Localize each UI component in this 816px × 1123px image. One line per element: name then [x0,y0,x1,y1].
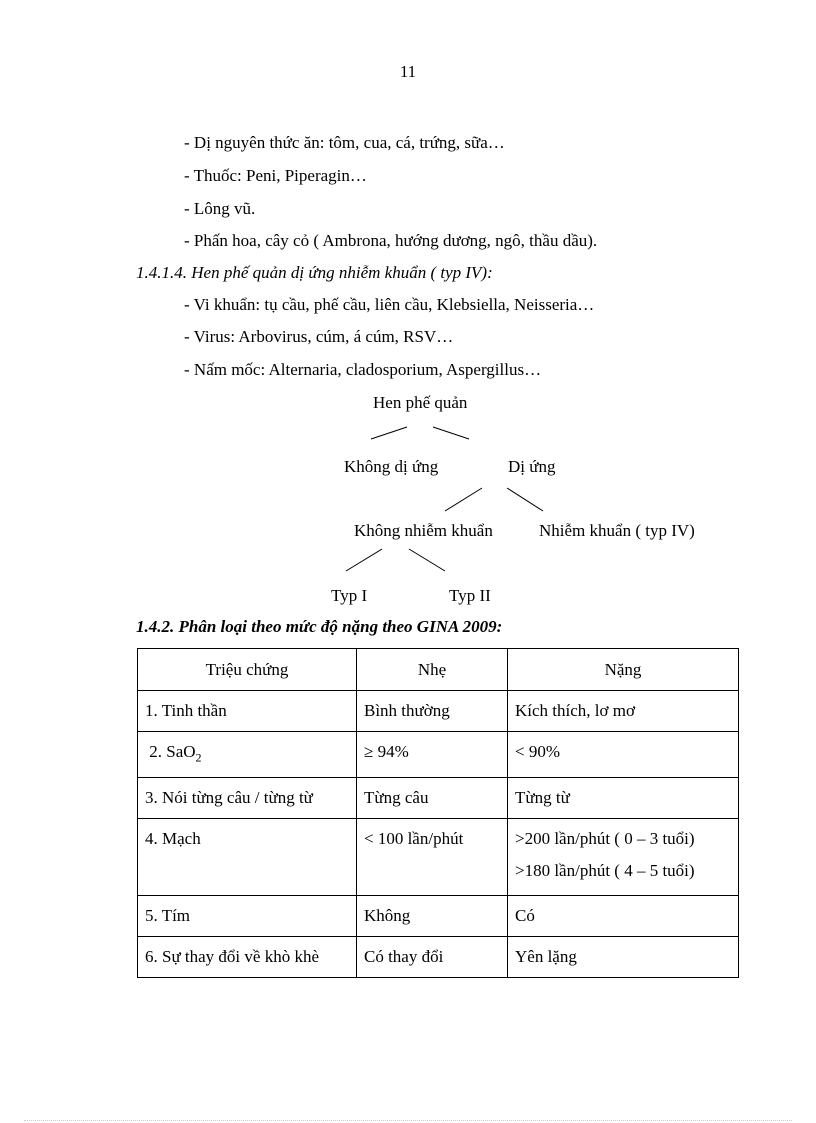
row-symptom: 6. Sự thay đổi về khò khè [138,937,357,978]
allergen-drug: - Thuốc: Peni, Piperagin… [184,166,367,185]
allergen-food: - Dị nguyên thức ăn: tôm, cua, cá, trứng, sữa… [184,133,505,152]
row-severe [508,819,739,896]
row-mild: ≥ 94% [357,732,508,778]
section-title: 1.4.2. Phân loại theo mức độ nặng theo GINA 2009: [136,617,503,636]
tree-non-infectious: Không nhiễm khuẩn [354,521,493,540]
tree-type-2: Typ II [449,586,491,605]
page-number: 11 [399,62,417,81]
header-mild: Nhẹ [357,649,508,691]
severe-line-2: >180 lần/phút ( 4 – 5 tuổi) [515,861,695,881]
subsection-title: 1.4.1.4. Hen phế quản dị ứng nhiễm khuẩn ( typ IV): [136,263,493,282]
tree-line-root-right [433,427,469,439]
infectious-virus: - Virus: Arbovirus, cúm, á cúm, RSV… [184,327,454,346]
row-mild: Không [357,896,508,937]
tree-type-1: Typ I [331,586,368,605]
row-severe: Yên lặng [508,937,739,978]
tree-infectious: Nhiễm khuẩn ( typ IV) [539,521,695,540]
page-bottom-divider [24,1120,792,1121]
row-mild: Từng câu [357,778,508,819]
table-row [138,896,739,937]
allergen-pollen: - Phấn hoa, cây cỏ ( Ambrona, hướng dương, ngô, thầu dầu). [184,231,598,250]
row-symptom: 3. Nói từng câu / từng từ [138,778,357,819]
tree-non-allergic: Không dị ứng [344,457,439,476]
tree-line-noninf-right [409,549,445,571]
table-header-row [138,649,739,691]
header-symptom: Triệu chứng [138,649,357,691]
row-symptom: 1. Tinh thần [138,691,357,732]
row-severe: Kích thích, lơ mơ [508,691,739,732]
infectious-fungi: - Nấm mốc: Alternaria, cladosporium, Aspergillus… [184,360,542,379]
row-severe: Từng từ [508,778,739,819]
tree-line-noninf-left [346,549,382,571]
table-row [138,691,739,732]
tree-line-allergic-left [445,488,482,511]
row-mild: Có thay đổi [357,937,508,978]
table-row [138,778,739,819]
symptom-text: 2. SaO [149,742,196,761]
row-symptom: 4. Mạch [138,819,357,896]
row-symptom: 5. Tím [138,896,357,937]
allergen-feather: - Lông vũ. [184,199,256,218]
table-row [138,819,739,896]
tree-line-root-left [371,427,407,439]
row-mild: < 100 lần/phút [357,819,508,896]
row-mild: Bình thường [357,691,508,732]
table-row [138,732,739,778]
table-row [138,937,739,978]
severe-line-1: >200 lần/phút ( 0 – 3 tuổi) [515,829,695,849]
tree-line-allergic-right [507,488,543,511]
row-severe: < 90% [508,732,739,778]
infectious-bacteria: - Vi khuẩn: tụ cầu, phế cầu, liên cầu, Klebsiella, Neisseria… [184,295,595,314]
tree-allergic: Dị ứng [508,457,556,476]
row-symptom [138,732,357,778]
header-severe: Nặng [508,649,739,691]
row-severe: Có [508,896,739,937]
severity-table [137,648,739,978]
tree-root: Hen phế quản [373,393,468,412]
symptom-subscript: 2 [195,750,202,765]
